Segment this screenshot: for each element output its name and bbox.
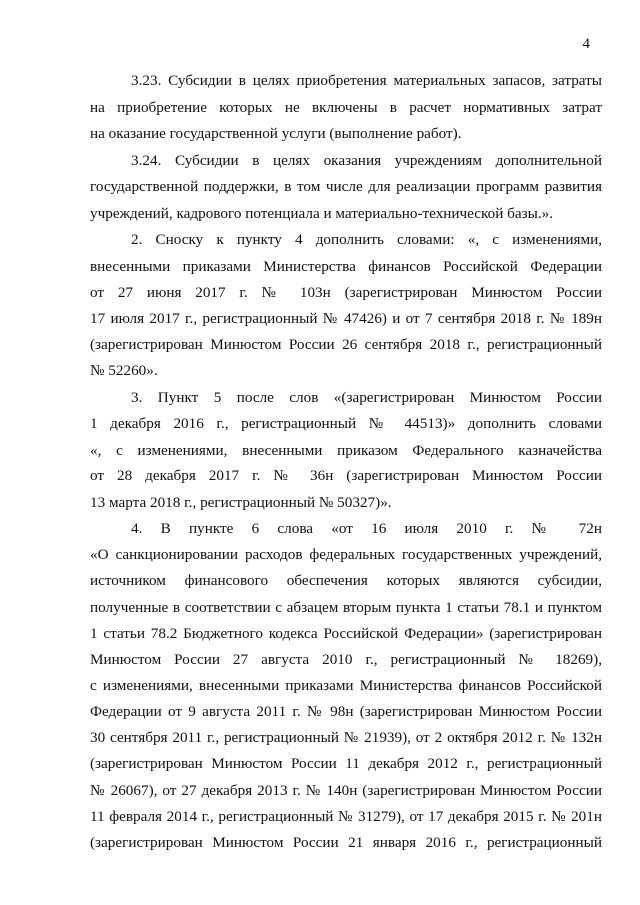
text-line: 30 сентября 2011 г., регистрационный № 21939), от 2 октября 2012 г. № 132н (90, 729, 602, 746)
page-number: 4 (582, 36, 590, 52)
text-line: источником финансового обеспечения которых являются субсидии, (90, 572, 602, 589)
text-line: Минюстом России 27 августа 2010 г., регистрационный № 18269), (90, 651, 602, 668)
text-line: № 26067), от 27 декабря 2013 г. № 140н (зарегистрирован Минюстом России (90, 782, 602, 799)
text-line: «, с изменениями, внесенными приказом Федерального казначейства (90, 442, 602, 459)
text-line: «О санкционировании расходов федеральных государственных учреждений, (90, 546, 602, 563)
text-line: 13 марта 2018 г., регистрационный № 50327)». (90, 494, 392, 511)
text-line: 1 статьи 78.2 Бюджетного кодекса Российской Федерации» (зарегистрирован (90, 625, 602, 642)
text-line: с изменениями, внесенными приказами Министерства финансов Российской (90, 677, 602, 694)
text-line: на приобретение которых не включены в расчет нормативных затрат (90, 99, 602, 116)
text-line: полученные в соответствии с абзацем вторым пункта 1 статьи 78.1 и пунктом (90, 599, 602, 616)
text-line: 3. Пункт 5 после слов «(зарегистрирован Минюстом России (131, 389, 602, 406)
text-line: (зарегистрирован Минюстом России 11 декабря 2012 г., регистрационный (90, 755, 602, 772)
text-line: Федерации от 9 августа 2011 г. № 98н (зарегистрирован Минюстом России (90, 703, 602, 720)
text-line: (зарегистрирован Минюстом России 21 января 2016 г., регистрационный (90, 834, 602, 851)
text-line: на оказание государственной услуги (выполнение работ). (90, 125, 462, 142)
text-line: (зарегистрирован Минюстом России 26 сентября 2018 г., регистрационный (90, 336, 602, 353)
text-line: внесенными приказами Министерства финансов Российской Федерации (90, 258, 602, 275)
text-line: № 52260». (90, 362, 158, 379)
text-line: 11 февраля 2014 г., регистрационный № 31279), от 17 декабря 2015 г. № 201н (90, 808, 602, 825)
text-line: 3.23. Субсидии в целях приобретения материальных запасов, затраты (131, 72, 602, 89)
text-line: 3.24. Субсидии в целях оказания учреждениям дополнительной (131, 152, 602, 169)
text-line: 17 июля 2017 г., регистрационный № 47426) и от 7 сентября 2018 г. № 189н (90, 310, 602, 327)
text-line: учреждений, кадрового потенциала и материально-технической базы.». (90, 205, 554, 222)
text-line: от 28 декабря 2017 г. № 36н (зарегистрирован Минюстом России (90, 467, 602, 484)
text-line: государственной поддержки, в том числе для реализации программ развития (90, 178, 602, 195)
text-line: от 27 июня 2017 г. № 103н (зарегистрирован Минюстом России (90, 284, 602, 301)
text-line: 2. Сноску к пункту 4 дополнить словами: «, с изменениями, (131, 231, 602, 248)
text-line: 1 декабря 2016 г., регистрационный № 44513)» дополнить словами (90, 415, 602, 432)
text-line: 4. В пункте 6 слова «от 16 июля 2010 г. № 72н (131, 520, 602, 537)
